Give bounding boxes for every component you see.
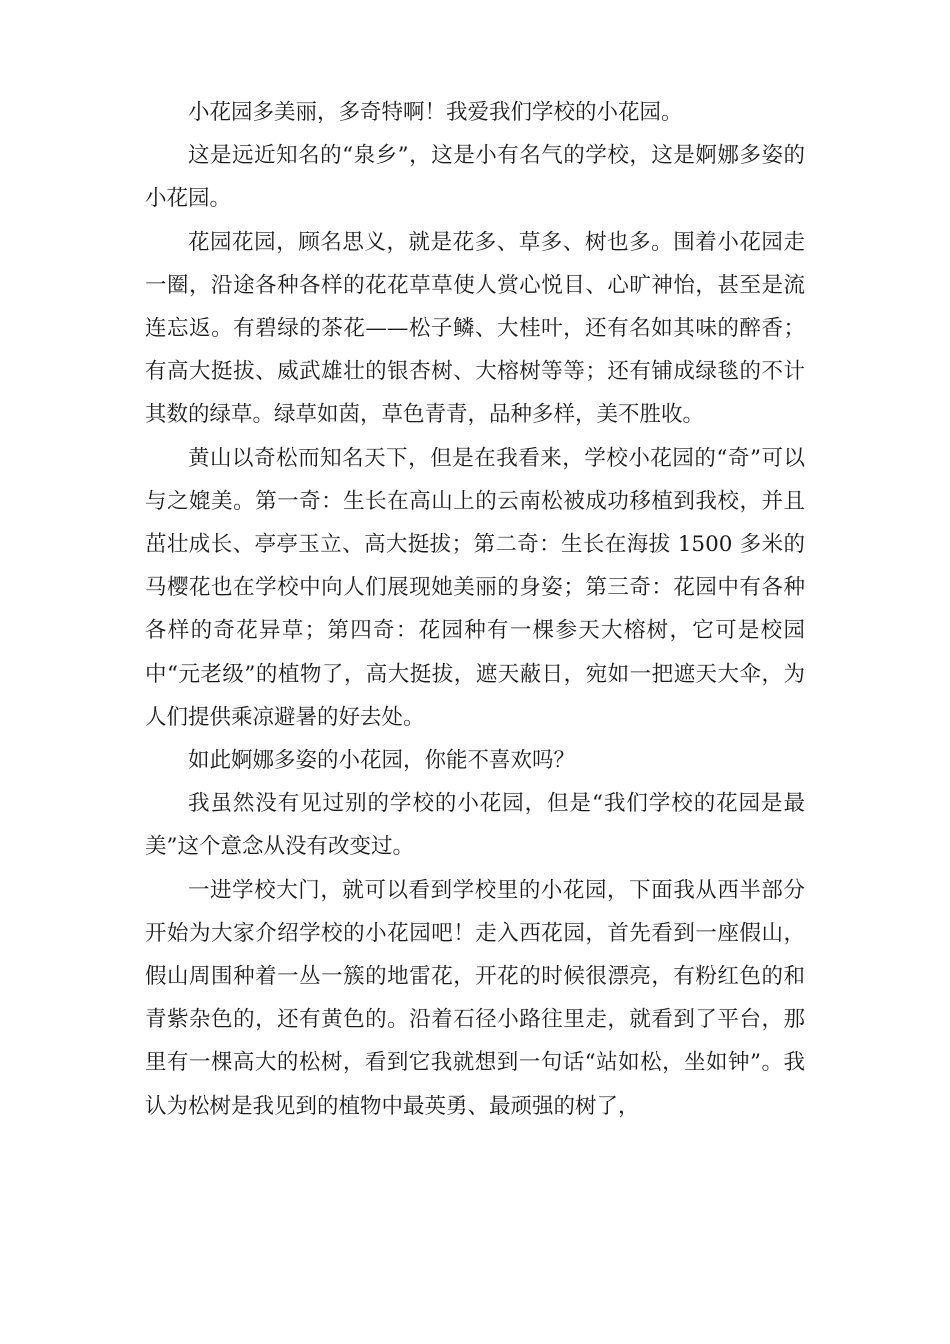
- document-body: [145, 91, 805, 1128]
- paragraph: 这是远近知名的“泉乡”，这是小有名气的学校，这是婀娜多姿的小花园。: [145, 143, 805, 212]
- paragraph: 黄山以奇松而知名天下，但是在我看来，学校小花园的“奇”可以与之媲美。第一奇：生长在高山上的云南松被成功移植到我校，并且茁壮成长、亭亭玉立、高大挺拔；第二奇：生长在海拔 1500 多米的马樱花也在学校中向人们展现她美丽的身姿；第三奇：花园中有各种各样的奇花异草；第四奇：花园种有一棵参天大榕树，它可是校园中“元老级”的植物了，高大挺拔，遮天蔽日，宛如一把遮天大伞，为人们提供乘凉避暑的好去处。: [145, 445, 805, 730]
- paragraph: 我虽然没有见过别的学校的小花园，但是“我们学校的花园是最美”这个意念从没有改变过。: [145, 791, 805, 860]
- paragraph: 如此婀娜多姿的小花园，你能不喜欢吗？: [188, 748, 576, 774]
- paragraph: 一进学校大门，就可以看到学校里的小花园，下面我从西半部分开始为大家介绍学校的小花园吧！走入西花园，首先看到一座假山，假山周围种着一丛一簇的地雷花，开花的时候很漂亮，有粉红色的和青紫杂色的，还有黄色的。沿着石径小路往里走，就看到了平台，那里有一棵高大的松树，看到它我就想到一句话“站如松，坐如钟”。我认为松树是我见到的植物中最英勇、最顽强的树了，: [145, 877, 805, 1119]
- paragraph: 花园花园，顾名思义，就是花多、草多、树也多。围着小花园走一圈，沿途各种各样的花花草草使人赏心悦目、心旷神怡，甚至是流连忘返。有碧绿的茶花——松子鳞、大桂叶，还有名如其味的醉香；有高大挺拔、威武雄壮的银杏树、大榕树等等；还有铺成绿毯的不计其数的绿草。绿草如茵，草色青青，品种多样，美不胜收。: [145, 229, 805, 428]
- paragraph: 小花园多美丽，多奇特啊！我爱我们学校的小花园。: [188, 100, 683, 125]
